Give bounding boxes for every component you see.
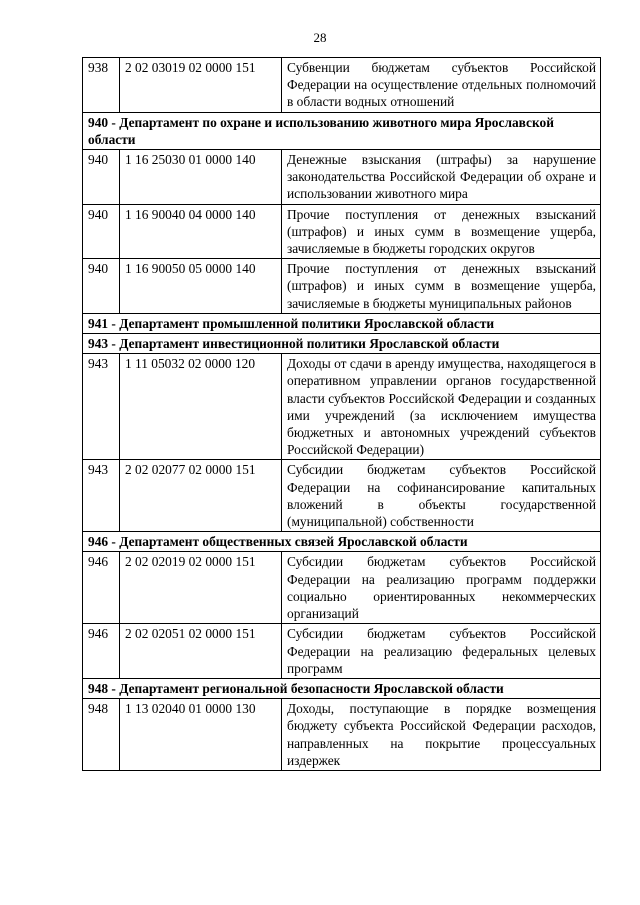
table-row [83,150,601,205]
department-row [83,313,601,333]
department-heading: 941 - Департамент промышленной политики Ярославской области [83,313,601,333]
admin-code-cell: 940 [83,259,120,314]
department-row [83,532,601,552]
table-row [83,460,601,532]
table-row [83,204,601,259]
budget-classification-table [82,57,601,771]
admin-code-cell: 946 [83,624,120,679]
table-row [83,552,601,624]
admin-code-cell: 940 [83,150,120,205]
page-number: 28 [313,30,327,45]
budget-code-cell: 2 02 02077 02 0000 151 [120,460,282,532]
revenue-description-cell: Субсидии бюджетам субъектов Российской Федерации на реализацию программ поддержки социально ориентированных некоммерческих организаций [282,552,601,624]
budget-code-cell: 2 02 02019 02 0000 151 [120,552,282,624]
admin-code-cell: 940 [83,204,120,259]
budget-code-cell: 1 16 25030 01 0000 140 [120,150,282,205]
budget-code-cell: 1 16 90040 04 0000 140 [120,204,282,259]
admin-code-cell: 948 [83,699,120,771]
revenue-description-cell: Прочие поступления от денежных взысканий (штрафов) и иных сумм в возмещение ущерба, зачисляемые в бюджеты муниципальных районов [282,259,601,314]
budget-code-cell: 1 13 02040 01 0000 130 [120,699,282,771]
revenue-description-cell: Доходы, поступающие в порядке возмещения бюджету субъекта Российской Федерации расходов, направленных на покрытие процессуальных издержек [282,699,601,771]
admin-code-cell: 943 [83,460,120,532]
budget-code-cell: 2 02 02051 02 0000 151 [120,624,282,679]
table-row [83,259,601,314]
department-row [83,678,601,698]
budget-code-cell: 2 02 03019 02 0000 151 [120,58,282,113]
revenue-description-cell: Субсидии бюджетам субъектов Российской Федерации на реализацию федеральных целевых программ [282,624,601,679]
table-row [83,699,601,771]
table-row [83,624,601,679]
admin-code-cell: 938 [83,58,120,113]
admin-code-cell: 946 [83,552,120,624]
department-row [83,334,601,354]
revenue-description-cell: Субвенции бюджетам субъектов Российской Федерации на осуществление отдельных полномочий в области водных отношений [282,58,601,113]
table-row [83,58,601,113]
admin-code-cell: 943 [83,354,120,460]
revenue-description-cell: Денежные взыскания (штрафы) за нарушение законодательства Российской Федерации об охране и использовании животного мира [282,150,601,205]
revenue-description-cell: Доходы от сдачи в аренду имущества, находящегося в оперативном управлении органов государственной власти субъектов Российской Федерации и созданных ими учреждений (за исключением имущества бюджетных и автономных учреждений субъектов Российской Федерации) [282,354,601,460]
revenue-description-cell: Прочие поступления от денежных взысканий (штрафов) и иных сумм в возмещение ущерба, зачисляемые в бюджеты городских округов [282,204,601,259]
revenue-description-cell: Субсидии бюджетам субъектов Российской Федерации на софинансирование капитальных вложений в объекты государственной (муниципальной) собственности [282,460,601,532]
department-heading: 948 - Департамент региональной безопасности Ярославской области [83,678,601,698]
department-heading: 943 - Департамент инвестиционной политики Ярославской области [83,334,601,354]
table-row [83,354,601,460]
department-heading: 940 - Департамент по охране и использованию животного мира Ярославской области [83,112,601,149]
table-body [83,58,601,771]
budget-code-cell: 1 11 05032 02 0000 120 [120,354,282,460]
department-row [83,112,601,149]
department-heading: 946 - Департамент общественных связей Ярославской области [83,532,601,552]
budget-code-cell: 1 16 90050 05 0000 140 [120,259,282,314]
